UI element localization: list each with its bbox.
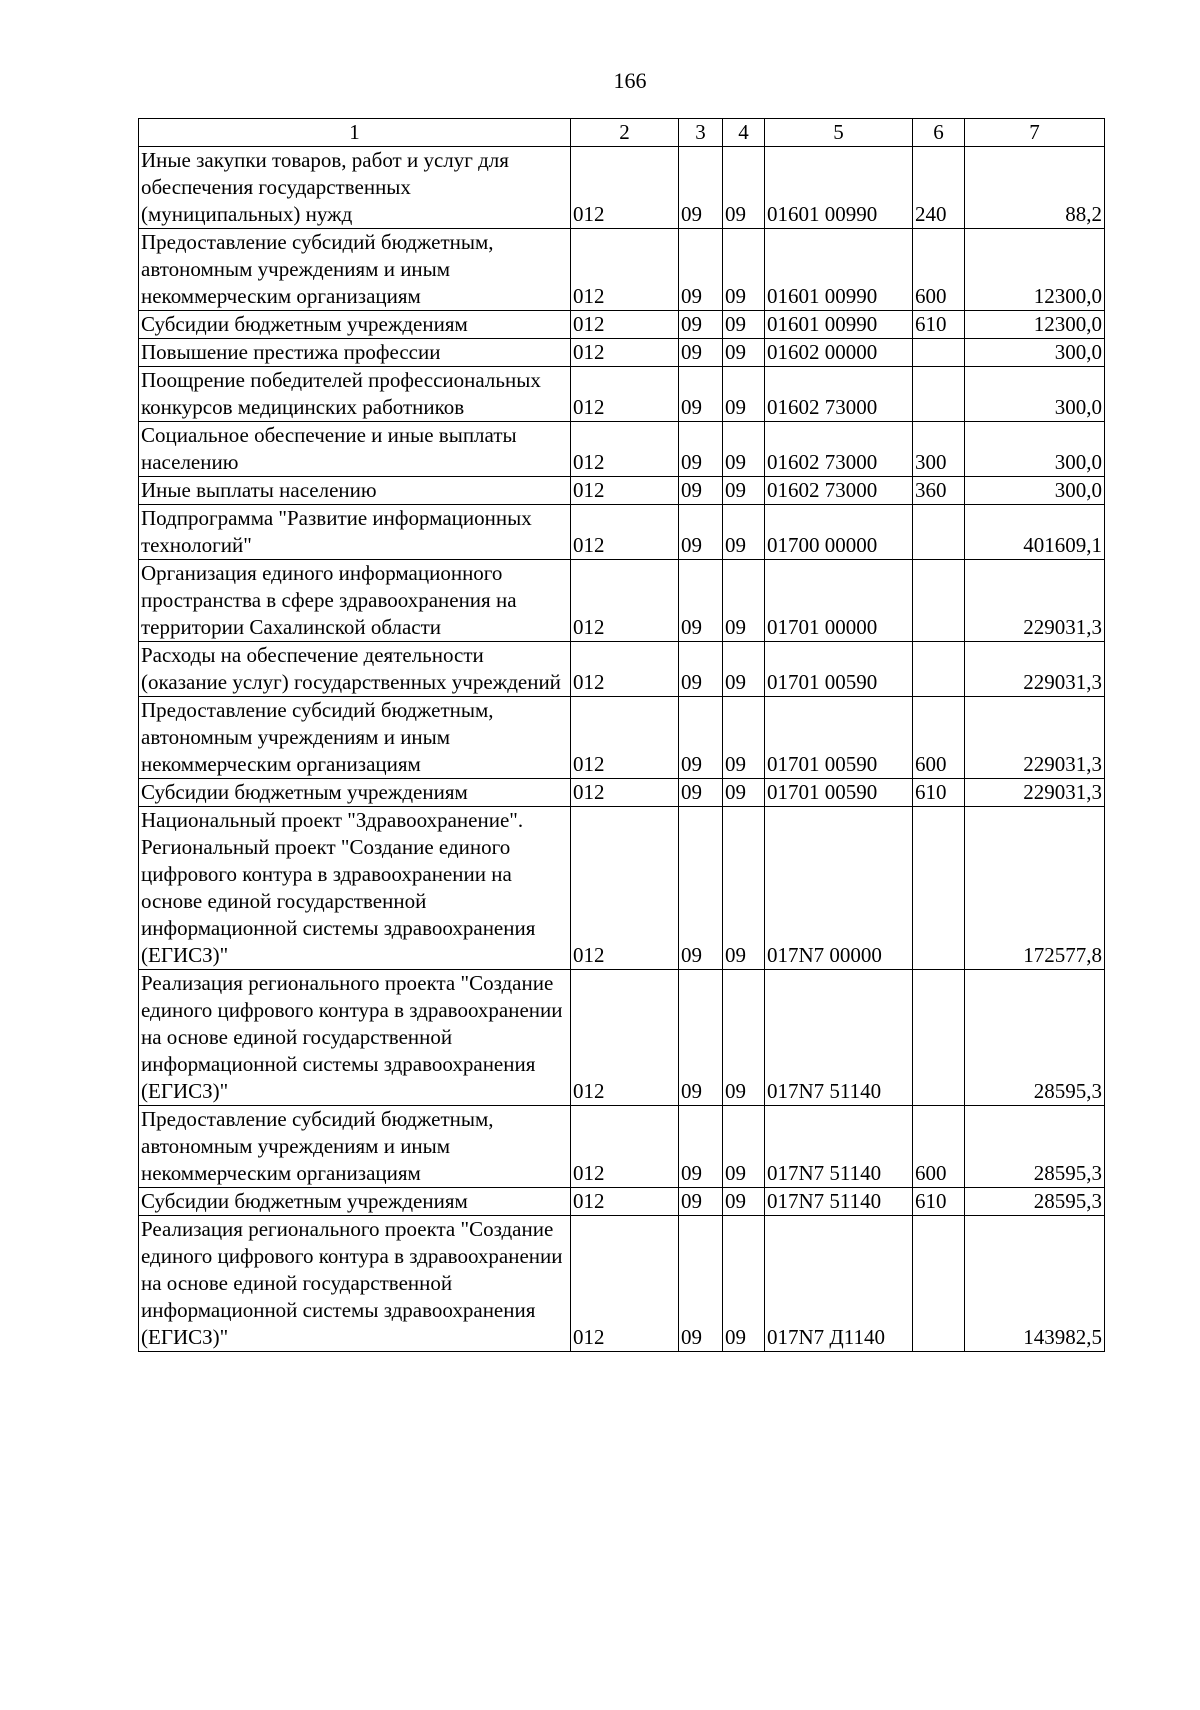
amount-cell: 28595,3 [965,1188,1105,1216]
table-row [139,1188,1105,1216]
section-cell: 09 [679,339,723,367]
expense-type-cell [913,642,965,697]
item-name: Субсидии бюджетным учреждениям [141,780,468,804]
section-cell: 09 [679,779,723,807]
subsection-cell: 09 [723,229,765,311]
amount-cell: 28595,3 [965,1106,1105,1188]
page-number: 166 [613,68,647,93]
item-name-cell [139,477,571,505]
item-name-cell [139,505,571,560]
table-row [139,311,1105,339]
item-name-cell [139,560,571,642]
section-cell: 09 [679,560,723,642]
item-name-cell [139,147,571,229]
expense-type-cell: 610 [913,779,965,807]
table-row [139,229,1105,311]
admin-code-cell: 012 [571,505,679,560]
column-header-6: 6 [913,119,965,147]
amount-cell: 12300,0 [965,311,1105,339]
budget-table [138,118,1105,1352]
amount-cell: 28595,3 [965,970,1105,1106]
target-article-cell: 01601 00990 [765,311,913,339]
subsection-cell: 09 [723,779,765,807]
amount-cell: 172577,8 [965,807,1105,970]
section-cell: 09 [679,1188,723,1216]
column-header-7: 7 [965,119,1105,147]
section-cell: 09 [679,422,723,477]
subsection-cell: 09 [723,147,765,229]
expense-type-cell [913,339,965,367]
subsection-cell: 09 [723,311,765,339]
item-name: Социальное обеспечение и иные выплаты населению [141,423,517,474]
admin-code-cell: 012 [571,642,679,697]
subsection-cell: 09 [723,477,765,505]
target-article-cell: 01701 00590 [765,642,913,697]
table-row [139,779,1105,807]
table-row [139,505,1105,560]
expense-type-cell: 610 [913,311,965,339]
section-cell: 09 [679,1216,723,1352]
expense-type-cell: 610 [913,1188,965,1216]
section-cell: 09 [679,229,723,311]
expense-type-cell [913,505,965,560]
amount-cell: 143982,5 [965,1216,1105,1352]
item-name: Организация единого информационного пространства в сфере здравоохранения на территории Сахалинской области [141,561,517,639]
expense-type-cell: 360 [913,477,965,505]
admin-code-cell: 012 [571,970,679,1106]
header-row [139,119,1105,147]
section-cell: 09 [679,697,723,779]
admin-code-cell: 012 [571,697,679,779]
expense-type-cell [913,560,965,642]
column-header-3: 3 [679,119,723,147]
item-name: Предоставление субсидий бюджетным, автономным учреждениям и иным некоммерческим организациям [141,1107,494,1185]
table-row [139,807,1105,970]
section-cell: 09 [679,367,723,422]
table-row [139,697,1105,779]
target-article-cell: 01602 00000 [765,339,913,367]
expense-type-cell: 600 [913,1106,965,1188]
subsection-cell: 09 [723,1188,765,1216]
amount-cell: 300,0 [965,422,1105,477]
item-name: Субсидии бюджетным учреждениям [141,1189,468,1213]
item-name-cell [139,229,571,311]
admin-code-cell: 012 [571,422,679,477]
subsection-cell: 09 [723,697,765,779]
table-row [139,1216,1105,1352]
item-name: Субсидии бюджетным учреждениям [141,312,468,336]
section-cell: 09 [679,147,723,229]
admin-code-cell: 012 [571,311,679,339]
amount-cell: 229031,3 [965,560,1105,642]
item-name-cell [139,779,571,807]
table-row [139,970,1105,1106]
item-name-cell [139,697,571,779]
table-row [139,422,1105,477]
subsection-cell: 09 [723,505,765,560]
table-row [139,339,1105,367]
target-article-cell: 017N7 51140 [765,970,913,1106]
target-article-cell: 017N7 Д1140 [765,1216,913,1352]
amount-cell: 88,2 [965,147,1105,229]
table-row [139,367,1105,422]
item-name: Повышение престижа профессии [141,340,441,364]
item-name: Иные выплаты населению [141,478,377,502]
subsection-cell: 09 [723,970,765,1106]
table-row [139,147,1105,229]
section-cell: 09 [679,970,723,1106]
subsection-cell: 09 [723,642,765,697]
admin-code-cell: 012 [571,1188,679,1216]
admin-code-cell: 012 [571,147,679,229]
target-article-cell: 01602 73000 [765,367,913,422]
subsection-cell: 09 [723,560,765,642]
expense-type-cell [913,970,965,1106]
item-name: Предоставление субсидий бюджетным, автономным учреждениям и иным некоммерческим организациям [141,698,494,776]
section-cell: 09 [679,311,723,339]
target-article-cell: 01701 00590 [765,697,913,779]
item-name-cell [139,807,571,970]
subsection-cell: 09 [723,367,765,422]
target-article-cell: 01700 00000 [765,505,913,560]
item-name-cell [139,339,571,367]
item-name: Реализация регионального проекта "Создание единого цифрового контура в здравоохранении на основе единой государственной информационной системы здравоохранения (ЕГИСЗ)" [141,1217,563,1349]
subsection-cell: 09 [723,339,765,367]
subsection-cell: 09 [723,422,765,477]
table-row [139,477,1105,505]
section-cell: 09 [679,1106,723,1188]
section-cell: 09 [679,505,723,560]
table-row [139,642,1105,697]
item-name-cell [139,1216,571,1352]
expense-type-cell: 240 [913,147,965,229]
amount-cell: 229031,3 [965,697,1105,779]
item-name: Подпрограмма "Развитие информационных технологий" [141,506,532,557]
expense-type-cell: 600 [913,697,965,779]
target-article-cell: 01602 73000 [765,477,913,505]
item-name-cell [139,1106,571,1188]
target-article-cell: 01601 00990 [765,147,913,229]
item-name-cell [139,642,571,697]
item-name: Реализация регионального проекта "Создание единого цифрового контура в здравоохранении на основе единой государственной информационной системы здравоохранения (ЕГИСЗ)" [141,971,563,1103]
table-row [139,1106,1105,1188]
expense-type-cell [913,1216,965,1352]
item-name: Национальный проект "Здравоохранение". Региональный проект "Создание единого цифрового контура в здравоохранении на основе единой государственной информационной системы здравоохранения (ЕГИСЗ)" [141,808,536,967]
amount-cell: 229031,3 [965,779,1105,807]
item-name-cell [139,1188,571,1216]
admin-code-cell: 012 [571,477,679,505]
item-name-cell [139,367,571,422]
expense-type-cell [913,367,965,422]
column-header-5: 5 [765,119,913,147]
amount-cell: 229031,3 [965,642,1105,697]
expense-type-cell: 300 [913,422,965,477]
target-article-cell: 01701 00590 [765,779,913,807]
column-header-2: 2 [571,119,679,147]
item-name-cell [139,422,571,477]
section-cell: 09 [679,807,723,970]
amount-cell: 300,0 [965,477,1105,505]
column-header-1: 1 [139,119,571,147]
admin-code-cell: 012 [571,339,679,367]
subsection-cell: 09 [723,807,765,970]
target-article-cell: 017N7 00000 [765,807,913,970]
amount-cell: 300,0 [965,367,1105,422]
section-cell: 09 [679,477,723,505]
item-name-cell [139,311,571,339]
subsection-cell: 09 [723,1106,765,1188]
admin-code-cell: 012 [571,1106,679,1188]
expense-type-cell [913,807,965,970]
table-row [139,560,1105,642]
amount-cell: 300,0 [965,339,1105,367]
target-article-cell: 017N7 51140 [765,1106,913,1188]
column-header-4: 4 [723,119,765,147]
admin-code-cell: 012 [571,779,679,807]
target-article-cell: 01602 73000 [765,422,913,477]
subsection-cell: 09 [723,1216,765,1352]
amount-cell: 401609,1 [965,505,1105,560]
item-name: Поощрение победителей профессиональных конкурсов медицинских работников [141,368,541,419]
admin-code-cell: 012 [571,807,679,970]
item-name-cell [139,970,571,1106]
target-article-cell: 017N7 51140 [765,1188,913,1216]
item-name: Расходы на обеспечение деятельности (оказание услуг) государственных учреждений [141,643,561,694]
admin-code-cell: 012 [571,367,679,422]
admin-code-cell: 012 [571,1216,679,1352]
section-cell: 09 [679,642,723,697]
item-name: Иные закупки товаров, работ и услуг для обеспечения государственных (муниципальных) нужд [141,148,509,226]
expense-type-cell: 600 [913,229,965,311]
admin-code-cell: 012 [571,229,679,311]
admin-code-cell: 012 [571,560,679,642]
item-name: Предоставление субсидий бюджетным, автономным учреждениям и иным некоммерческим организациям [141,230,494,308]
target-article-cell: 01601 00990 [765,229,913,311]
amount-cell: 12300,0 [965,229,1105,311]
target-article-cell: 01701 00000 [765,560,913,642]
